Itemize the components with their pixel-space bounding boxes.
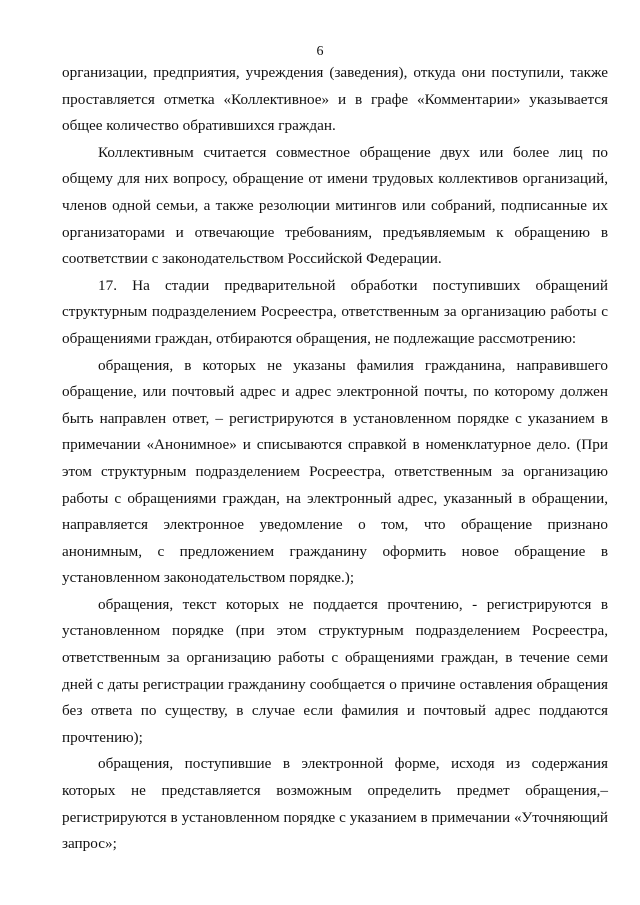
paragraph-electronic-appeals: обращения, поступившие в электронной форме, исходя из содержания которых не представляется возможным определить предмет обращения,– регистрируются в установленном порядке с указанием в примечании «Уточняющий запрос»; xyxy=(62,755,608,853)
page-number: 6 xyxy=(316,44,324,59)
paragraph-anonymous-appeals: обращения, в которых не указаны фамилия гражданина, направившего обращение, или почтовый адрес и адрес электронной почты, по которому должен быть направлен ответ, – регистрируются в установленном порядке с указанием в примечании «Анонимное» и списываются справкой в номенклатурное дело. (При этом структурным подразделением Росреестра, ответственным за организацию работы с обращениями граждан, на электронный адрес, указанный в обращении, направляется электронное уведомление о том, что обращение признано анонимным, с предложением гражданину оформить новое обращение в установленном законодательством порядке.); xyxy=(62,356,608,587)
document-body xyxy=(62,60,608,858)
paragraph-unreadable-appeals: обращения, текст которых не поддается прочтению, - регистрируются в установленном порядке (при этом структурным подразделением Росреестра, ответственным за организацию работы с обращениями граждан, в течение семи дней с даты регистрации гражданину сообщается о причине оставления обращения без ответа по существу, в случае если фамилия и почтовый адрес поддаются прочтению); xyxy=(62,595,608,746)
paragraph-continuation: организации, предприятия, учреждения (заведения), откуда они поступили, также проставляется отметка «Коллективное» и в графе «Комментарии» указывается общее количество обратившихся граждан. xyxy=(62,64,608,135)
paragraph-collective-definition: Коллективным считается совместное обращение двух или более лиц по общему для них вопросу, обращение от имени трудовых коллективов организаций, членов одной семьи, а также резолюции митингов или собраний, подписанные их организаторами и отвечающие требованиям, предъявляемым к обращению в соответствии с законодательством Российской Федерации. xyxy=(62,143,608,268)
paragraph-item-17: 17. На стадии предварительной обработки поступивших обращений структурным подразделением Росреестра, ответственным за организацию работы с обращениями граждан, отбираются обращения, не подлежащие рассмотрению: xyxy=(62,276,608,347)
